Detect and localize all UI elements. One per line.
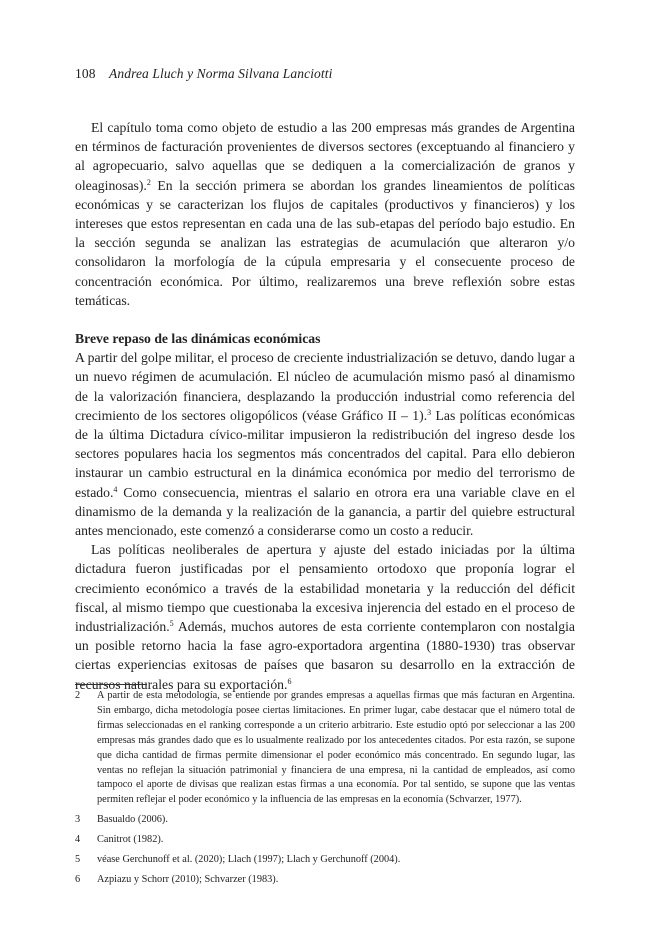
footnote-ref-5[interactable]: 5 xyxy=(169,619,174,629)
footnote-number: 4 xyxy=(75,834,81,846)
footnote-ref-4[interactable]: 4 xyxy=(113,484,118,494)
footnote-3 xyxy=(75,813,575,828)
running-head xyxy=(75,66,332,82)
footnote-text: Canitrot (1982). xyxy=(97,834,164,846)
page-number: 108 xyxy=(75,66,96,81)
footnote-ref-3[interactable]: 3 xyxy=(427,407,432,417)
section-paragraph-1: A partir del golpe militar, el proceso de creciente industrialización se detuvo, dando lugar a un nuevo régimen de acumulación. El núcleo de acumulación mismo pasó al dinamismo de la valorización financiera, desplazando la producción industrial como referencia del crecimiento de los sectores oligopólicos (véase Gráfico II – 1).$^3$ Las políticas económicas de la última Dictadura cívico-militar impusieron la redistribución del ingreso desde los sectores populares hacia los segmentos más concentrados del capital. Para ello debieron instaurar un cambio estructural en la dinámica económica por medio del terrorismo de estado.$^4$ Como consecuencia, mientras el salario en otrora era una variable clave en el dinamismo de la demanda y la realización de la ganancia, a partir del quiebre estructural antes mencionado, este comenzó a considerarse como un costo a reducir. xyxy=(75,350,576,539)
footnote-6 xyxy=(75,873,575,888)
footnote-separator xyxy=(75,684,147,685)
footnote-text: A partir de esta metodología, se entiende por grandes empresas a aquellas firmas que más facturan en Argentina. Sin embargo, dicha metodología posee ciertas limitaciones. En primer lugar, cabe destacar que el número total de firmas seleccionadas en el ranking corresponde a un criterio arbitrario. Este estudio optó por seleccionar a las 200 empresas más grandes dado que es lo usualmente realizado por los antecedentes citados. Por esta razón, se supone que dicha cantidad de firmas permite dimensionar el poder económico más concentrado. En segundo lugar, las ventas no reflejan la situación patrimonial y financiera de una empresa, ni la cantidad de empleados, así como tampoco el aporte de divisas que realizan estas firmas a una economía. Por tal sentido, se supone que las ventas permiten reflejar el poder económico y la influencia de las empresas en la economía (Schvarzer, 1977). xyxy=(97,690,575,806)
footnote-4 xyxy=(75,833,575,848)
footnote-number: 5 xyxy=(75,854,81,866)
footnote-ref-2[interactable]: 2 xyxy=(146,177,151,187)
intro-paragraph: El capítulo toma como objeto de estudio a las 200 empresas más grandes de Argentina en términos de facturación provenientes de diversos sectores (exceptuando al financiero y al agropecuario, salvo aquellas que se dediquen a la comercialización de granos y oleaginosas).$^2$ En la sección primera se abordan los grandes lineamientos de políticas económicas y se caracterizan los flujos de capitales (productivos y financieros) y los intereses que estos representan en cada una de las sub-etapas del período bajo estudio. En la sección segunda se analizan las estrategias de acumulación que alteraron y/o consolidaron la morfología de la cúpula empresaria y el consecuente proceso de concentración económica. Por último, realizaremos una breve reflexión sobre estas temáticas. xyxy=(75,120,575,308)
footnote-number: 6 xyxy=(75,873,81,885)
main-text xyxy=(75,118,575,694)
footnote-ref-6[interactable]: 6 xyxy=(287,676,292,686)
footnotes xyxy=(75,689,575,893)
footnote-text: véase Gerchunoff et al. (2020); Llach (1997); Llach y Gerchunoff (2004). xyxy=(97,854,401,866)
running-head-authors: Andrea Lluch y Norma Silvana Lanciotti xyxy=(109,66,333,81)
footnote-text: Basualdo (2006). xyxy=(97,814,168,826)
footnote-5 xyxy=(75,853,575,868)
section-paragraph-2: Las políticas neoliberales de apertura y ajuste del estado iniciadas por la última dictadura fueron justificadas por el pensamiento ortodoxo que proponía lograr el crecimiento económico a través de la estabilidad monetaria y la reducción del déficit fiscal, al mismo tiempo que cuestionaba la excesiva injerencia del estado en el proceso de industrialización.$^5$ Además, muchos autores de esta corriente contemplaron con nostalgia un posible retorno hacia la fase agro-exportadora argentina (1880-1930) tras observar ciertas experiencias exitosas de países que basaron su desarrollo en la extracción de recursos naturales para su exportación.$^6$ xyxy=(75,542,575,692)
footnote-text: Azpiazu y Schorr (2010); Schvarzer (1983). xyxy=(97,873,279,885)
footnote-number: 3 xyxy=(75,814,81,826)
footnote-2 xyxy=(75,689,575,808)
footnote-number: 2 xyxy=(75,690,81,701)
section-heading: Breve repaso de las dinámicas económicas xyxy=(75,331,321,347)
